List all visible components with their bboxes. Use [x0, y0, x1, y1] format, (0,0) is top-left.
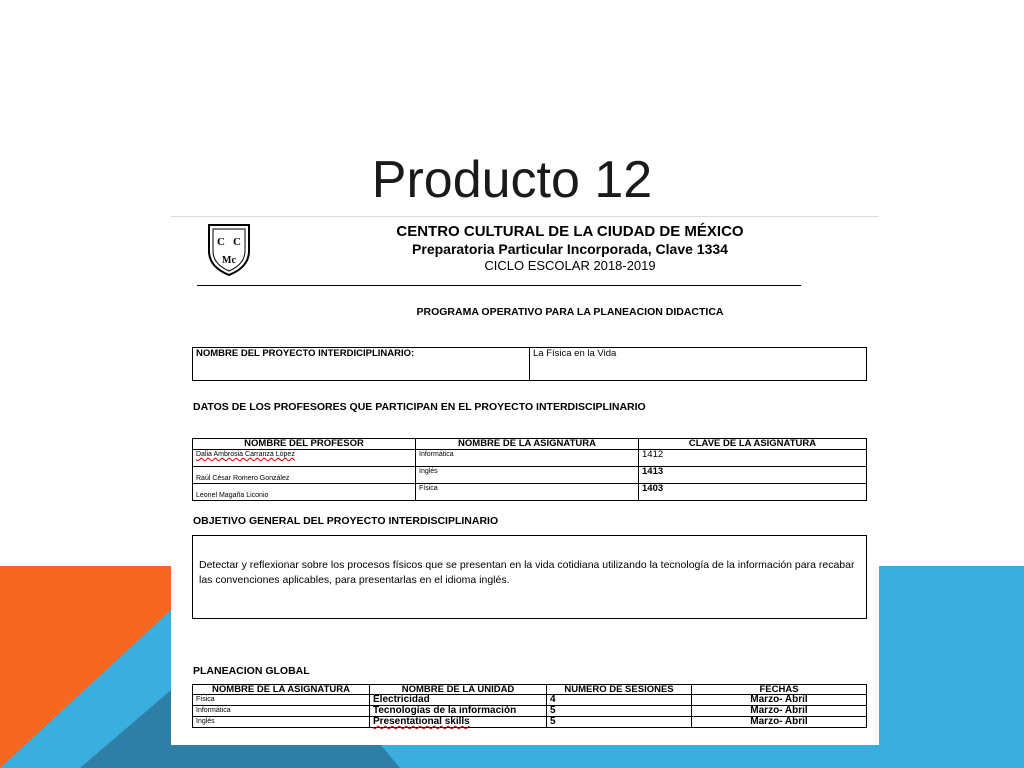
program-title: PROGRAMA OPERATIVO PARA LA PLANEACION DIDACTICA [416, 306, 724, 318]
plan-unit: Presentational skills [370, 717, 547, 728]
slide-title: Producto 12 [371, 151, 653, 209]
col-header-subject: NOMBRE DE LA ASIGNATURA [193, 685, 370, 695]
col-header-dates: FECHAS [692, 685, 867, 695]
teacher-subject: Física [416, 484, 639, 501]
teacher-name: Leonel Magaña Liconio [193, 484, 416, 501]
table-row [193, 706, 867, 717]
svg-text:C: C [217, 236, 225, 248]
plan-sessions: 4 [547, 695, 692, 706]
subject-code: 1412 [639, 450, 867, 467]
project-name-value: La Física en la Vida [530, 348, 867, 381]
school-year: CICLO ESCOLAR 2018-2019 [484, 258, 656, 273]
school-subtitle: Preparatoria Particular Incorporada, Clave 1334 [412, 241, 728, 257]
document-image [171, 216, 879, 745]
table-row [193, 467, 867, 484]
teacher-subject: Inglés [416, 467, 639, 484]
subject-code: 1413 [639, 467, 867, 484]
plan-unit: Tecnologías de la información [370, 706, 547, 717]
subject-code: 1403 [639, 484, 867, 501]
svg-text:C: C [233, 236, 241, 248]
svg-text:Mc: Mc [222, 255, 236, 266]
teacher-subject: Informática [416, 450, 639, 467]
school-name: CENTRO CULTURAL DE LA CIUDAD DE MÉXICO [396, 223, 744, 240]
global-planning-table [192, 684, 867, 728]
plan-sessions: 5 [547, 717, 692, 728]
table-row [193, 484, 867, 501]
global-planning-title: PLANEACION GLOBAL [193, 665, 310, 677]
plan-subject: Informática [193, 706, 370, 717]
col-header-unit: NOMBRE DE LA UNIDAD [370, 685, 547, 695]
col-header-sessions: NUMERO DE SESIONES [547, 685, 692, 695]
teacher-name: Raúl César Romero González [193, 467, 416, 484]
plan-dates: Marzo- Abril [692, 695, 867, 706]
plan-unit: Electricidad [370, 695, 547, 706]
plan-dates: Marzo- Abril [692, 717, 867, 728]
header-divider [197, 285, 801, 286]
col-header-code: CLAVE DE LA ASIGNATURA [639, 439, 867, 450]
blue-block-right [879, 566, 1024, 768]
objective-section-title: OBJETIVO GENERAL DEL PROYECTO INTERDISCIPLINARIO [193, 515, 499, 527]
col-header-teacher: NOMBRE DEL PROFESOR [193, 439, 416, 450]
project-name-table [192, 347, 867, 381]
plan-dates: Marzo- Abril [692, 706, 867, 717]
plan-subject: Física [193, 695, 370, 706]
project-name-label: NOMBRE DEL PROYECTO INTERDICIPLINARIO: [193, 348, 530, 381]
global-table-header [193, 685, 867, 695]
teacher-name: Dalia Ambrosia Carranza López [193, 450, 416, 467]
teachers-section-title: DATOS DE LOS PROFESORES QUE PARTICIPAN EN EL PROYECTO INTERDISCIPLINARIO [193, 401, 646, 413]
teachers-table-header [193, 439, 867, 450]
objective-text: Detectar y reflexionar sobre los procesos físicos que se presentan en la vida cotidiana utilizando la tecnología de la información para recabar las convenciones aplicables, para presentarlas en el idioma inglés. [192, 535, 867, 619]
teachers-table [192, 438, 867, 501]
table-row [193, 695, 867, 706]
col-header-subject: NOMBRE DE LA ASIGNATURA [416, 439, 639, 450]
dark-blue-band-bottom [171, 744, 400, 768]
table-row [193, 717, 867, 728]
plan-sessions: 5 [547, 706, 692, 717]
table-row [193, 450, 867, 467]
plan-subject: Inglés [193, 717, 370, 728]
